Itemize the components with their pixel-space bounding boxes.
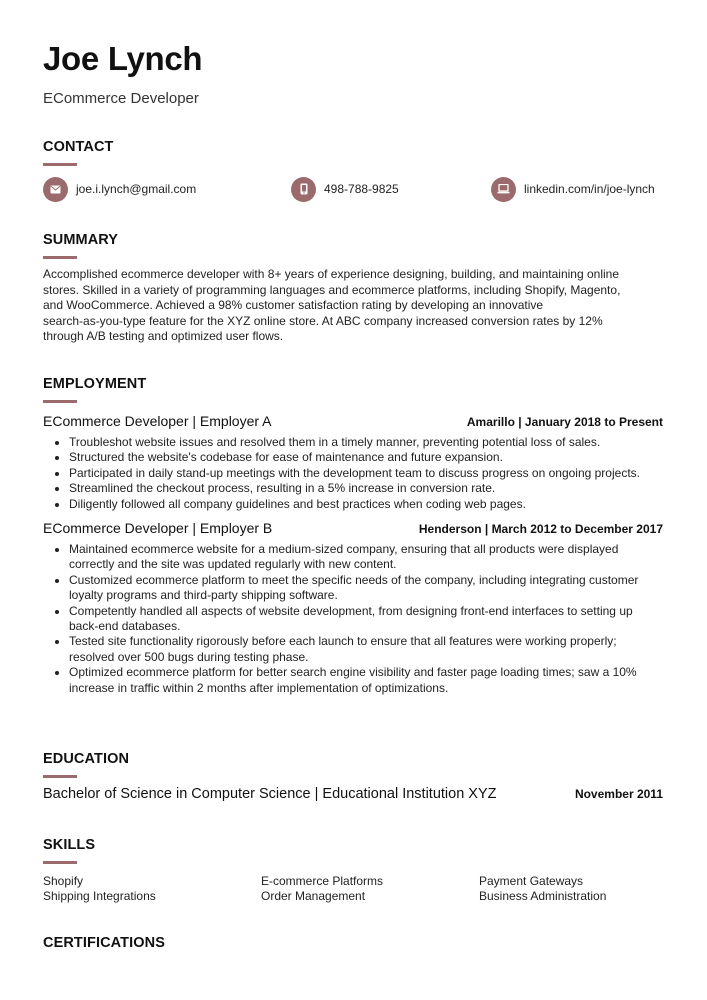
certifications-section bbox=[43, 935, 663, 951]
section-title-contact: CONTACT bbox=[43, 139, 114, 155]
job-location-dates: Henderson | March 2012 to December 2017 bbox=[418, 522, 663, 537]
job-bullet: • Diligently followed all company guidelines and best practices when coding web pages. bbox=[69, 497, 663, 512]
job-title: ECommerce Developer | Employer A bbox=[43, 413, 272, 429]
job-bullet: • Maintained ecommerce website for a medium-sized company, ensuring that all products were displayed correctly and the site was updated regularly with new content. bbox=[69, 542, 663, 573]
section-rule bbox=[43, 256, 77, 259]
contact-row bbox=[43, 176, 663, 202]
summary-line: Accomplished ecommerce developer with 8+ years of experience designing, building, and maintaining online bbox=[43, 267, 620, 281]
employment-section bbox=[43, 376, 663, 696]
section-title-employment: EMPLOYMENT bbox=[43, 376, 147, 392]
job-header bbox=[43, 413, 663, 429]
section-rule bbox=[43, 775, 77, 778]
job-title: ECommerce Developer | Employer B bbox=[43, 520, 273, 537]
summary-line: search-as-you-type feature for the XYZ online store. At ABC company increased conversion rates by 12% bbox=[43, 313, 603, 328]
summary-line: stores. Skilled in a variety of programming languages and ecommerce platforms, including Shopify, Magento, bbox=[43, 282, 621, 297]
job-location-dates: Amarillo | January 2018 to Present bbox=[466, 415, 663, 429]
phone-icon bbox=[291, 177, 316, 202]
section-title-summary: SUMMARY bbox=[43, 232, 119, 248]
skill-item: E-commerce Platforms bbox=[261, 874, 384, 888]
candidate-title: ECommerce Developer bbox=[43, 90, 199, 107]
summary-section bbox=[43, 232, 663, 345]
education-entry bbox=[43, 786, 663, 802]
contact-section bbox=[43, 139, 663, 202]
skill-item: Payment Gateways bbox=[479, 874, 584, 888]
section-rule bbox=[43, 861, 77, 864]
candidate-name: Joe Lynch bbox=[43, 40, 203, 77]
email-icon bbox=[43, 177, 68, 202]
job-bullet: • Troubleshot website issues and resolved them in a timely manner, preventing potential loss of sales. bbox=[69, 435, 663, 450]
section-title-education: EDUCATION bbox=[43, 751, 130, 767]
contact-phone[interactable] bbox=[291, 176, 399, 202]
education-degree: Bachelor of Science in Computer Science | Educational Institution XYZ bbox=[43, 786, 497, 802]
job-bullet: • Optimized ecommerce platform for better search engine visibility and faster page loading times; saw a 10% increase in traffic within 2 months after implementation of optimizations. bbox=[69, 665, 663, 696]
skill-item: Shopify bbox=[43, 874, 84, 888]
job-bullet-list bbox=[43, 435, 663, 512]
skill-item: Business Administration bbox=[479, 889, 607, 903]
job-header bbox=[43, 520, 663, 536]
laptop-icon bbox=[491, 177, 516, 202]
summary-line: through A/B testing and optimized user flows. bbox=[43, 329, 284, 343]
section-rule bbox=[43, 163, 77, 166]
job-bullet: • Tested site functionality rigorously before each launch to ensure that all features were working properly; resolved over 500 bugs during testing phase. bbox=[69, 634, 663, 665]
job-bullet: • Customized ecommerce platform to meet the specific needs of the company, including integrating customer loyalty programs and third-party shipping software. bbox=[69, 573, 663, 604]
job-bullet: • Competently handled all aspects of website development, from designing front-end interfaces to setting up back-end databases. bbox=[69, 604, 663, 635]
contact-email-text: joe.i.lynch@gmail.com bbox=[76, 182, 197, 196]
summary-line: and WooCommerce. Achieved a 98% customer satisfaction rating by developing an innovative bbox=[43, 298, 544, 312]
job-bullet: • Structured the website's codebase for ease of maintenance and future expansion. bbox=[69, 450, 663, 465]
contact-linkedin-text: linkedin.com/in/joe-lynch bbox=[524, 182, 655, 196]
education-date: November 2011 bbox=[574, 787, 663, 801]
job-bullet: • Streamlined the checkout process, resulting in a 5% increase in conversion rate. bbox=[69, 481, 663, 496]
job-bullet-list bbox=[43, 542, 663, 696]
contact-email[interactable] bbox=[43, 176, 196, 202]
section-title-certifications: CERTIFICATIONS bbox=[43, 935, 165, 951]
section-title-skills: SKILLS bbox=[43, 837, 96, 853]
contact-linkedin[interactable] bbox=[491, 176, 655, 202]
summary-text bbox=[43, 267, 663, 345]
contact-phone-text: 498-788-9825 bbox=[324, 182, 399, 196]
skill-item: Order Management bbox=[261, 889, 366, 903]
skill-item: Shipping Integrations bbox=[43, 889, 156, 903]
section-rule bbox=[43, 400, 77, 403]
job-bullet: • Participated in daily stand-up meetings with the development team to discuss progress on ongoing projects. bbox=[69, 466, 663, 481]
education-section bbox=[43, 751, 663, 802]
skills-section bbox=[43, 837, 663, 904]
skills-grid bbox=[43, 874, 663, 904]
